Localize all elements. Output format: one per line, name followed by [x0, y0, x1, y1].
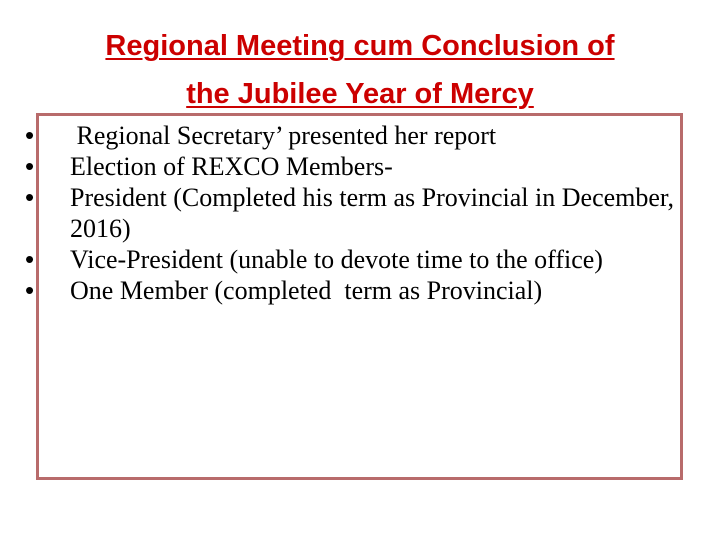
slide-title: [20, 22, 700, 118]
bullet-item-regional-secretary-report: [25, 120, 685, 151]
bullet-item-president: [25, 182, 685, 244]
bullet-list: [25, 120, 685, 306]
bullet-item-vice-president: [25, 244, 685, 275]
bullet-icon: •: [25, 151, 35, 181]
bullet-item-one-member: [25, 275, 685, 306]
title-line-2: the Jubilee Year of Mercy: [186, 78, 534, 110]
bullet-icon: •: [25, 244, 35, 274]
bullet-icon: •: [25, 182, 35, 212]
bullet-text: Regional Secretary’ presented her report: [70, 121, 497, 150]
bullet-text: Election of REXCO Members-: [70, 152, 393, 181]
title-line-1: Regional Meeting cum Conclusion of: [105, 30, 615, 62]
bullet-icon: •: [25, 275, 35, 305]
bullet-text: President (Completed his term as Provincial in December, 2016): [70, 183, 681, 243]
bullet-icon: •: [25, 120, 35, 150]
bullet-item-rexco-election: [25, 151, 685, 182]
bullet-text: One Member (completed term as Provincial): [70, 276, 543, 305]
bullet-text: Vice-President (unable to devote time to the office): [70, 245, 603, 274]
